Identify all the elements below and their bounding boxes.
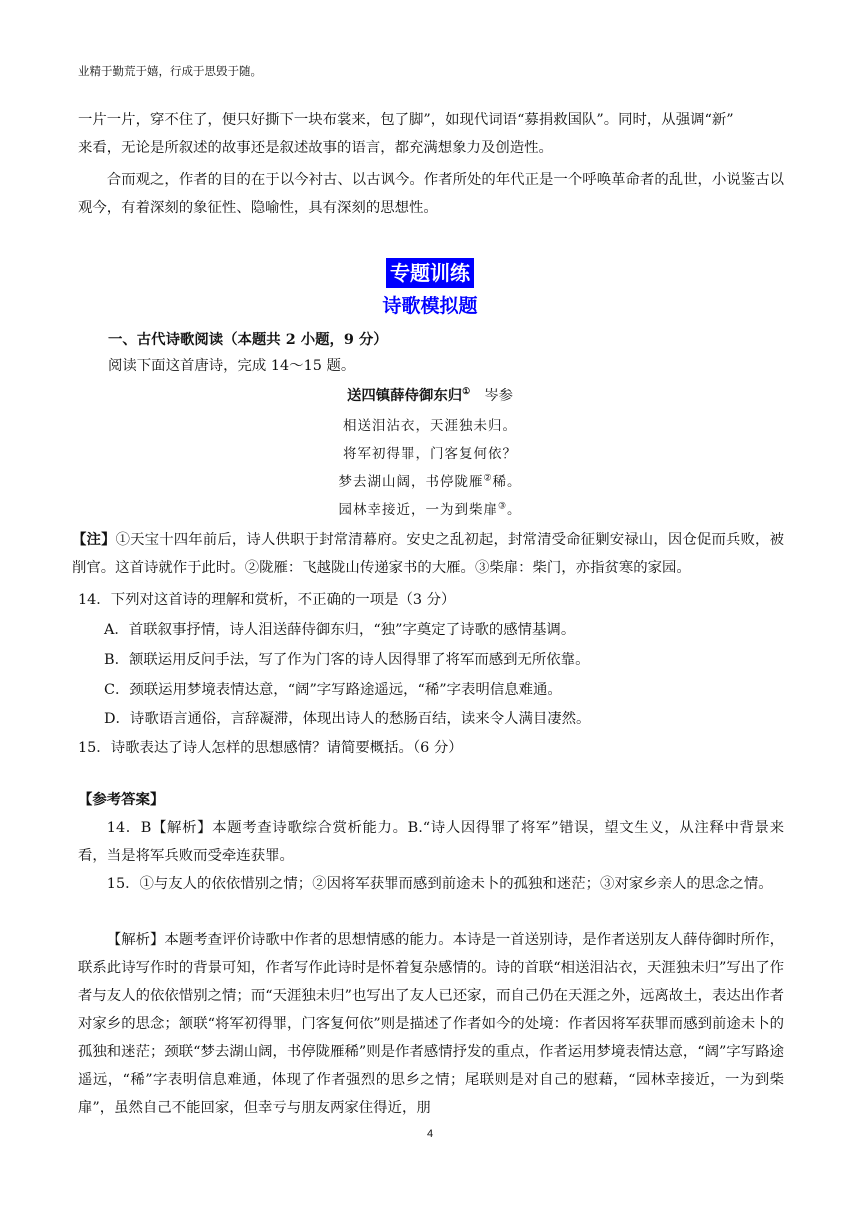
header-motto: 业精于勤荒于嬉，行成于思毁于随。 xyxy=(78,64,262,78)
poem-note xyxy=(72,526,784,582)
poem-title-note-marker: ① xyxy=(462,387,471,398)
poem-line-3 xyxy=(0,468,860,496)
poem-line-2: 将军初得罪，门客复何依？ xyxy=(343,446,517,462)
part-heading: 一、古代诗歌阅读（本题共 2 小题，9 分） xyxy=(108,331,388,348)
poem-note-label: 【注】 xyxy=(72,531,116,548)
intro-paragraph-1-line-1: 一片一片，穿不住了，便只好撕下一块布裳来，包了脚”，如现代词语“募捐救国队”。同时，从强调“新” xyxy=(78,112,734,128)
instruction: 阅读下面这首唐诗，完成 14～15 题。 xyxy=(108,358,356,374)
answer-label: 【参考答案】 xyxy=(78,791,165,808)
poem-note-text: ①天宝十四年前后，诗人供职于封常清幕府。安史之乱初起，封常清受命征剿安禄山，因仓促而兵败，被削官。这首诗就作于此时。②陇雁：飞越陇山传递家书的大雁。③柴扉：柴门，亦指贫寒的家园。 xyxy=(72,532,784,576)
poem-line-3-part-b: 稀。 xyxy=(492,474,522,490)
poem-line-4-part-a: 园林幸接近，一为到柴扉 xyxy=(338,502,498,518)
intro-paragraph-1-line-2: 来看，无论是所叙述的故事还是叙述故事的语言，都充满想象力及创造性。 xyxy=(78,140,553,156)
section-subtitle xyxy=(0,292,860,320)
poem-line-4-part-b: 。 xyxy=(507,502,522,518)
page-number: 4 xyxy=(426,1128,434,1140)
question-15-stem: 15．诗歌表达了诗人怎样的思想感情？请简要概括。（6 分） xyxy=(78,740,463,756)
poem-line-4-note-marker: ③ xyxy=(497,501,508,512)
poem-line-1: 相送泪沾衣，天涯独未归。 xyxy=(343,418,517,434)
poem-line-3-part-a: 梦去湖山阔，书停陇雁 xyxy=(338,474,484,490)
question-14-option-a: A．首联叙事抒情，诗人泪送薛侍御东归，“独”字奠定了诗歌的感情基调。 xyxy=(104,622,576,638)
question-14-option-c: C．颈联运用梦境表情达意，“阔”字写路途遥远，“稀”字表明信息难通。 xyxy=(104,682,562,698)
poem-line-3-note-marker: ② xyxy=(483,473,493,484)
question-14-stem: 14．下列对这首诗的理解和赏析，不正确的一项是（3 分） xyxy=(78,592,456,608)
intro-paragraph-2: 合而观之，作者的目的在于以今衬古、以古讽今。作者所处的年代正是一个呼唤革命者的乱世，小说鉴古以观今，有着深刻的象征性、隐喻性，具有深刻的思想性。 xyxy=(78,172,784,216)
question-14-option-d: D．诗歌语言通俗，言辞凝滞，体现出诗人的愁肠百结，读来令人满目凄然。 xyxy=(104,711,591,727)
poem-line-4 xyxy=(0,496,860,524)
answer-14: 14．B【解析】本题考查诗歌综合赏析能力。B.“诗人因得罪了将军”错误，望文生义，从注释中背景来看，当是将军兵败而受牵连获罪。 xyxy=(78,820,784,864)
answer-15: 15．①与友人的依依惜别之情；②因将军获罪而感到前途未卜的孤独和迷茫；③对家乡亲人的思念之情。 xyxy=(106,876,773,892)
answer-analysis: 【解析】本题考查评价诗歌中作者的思想情感的能力。本诗是一首送别诗，是作者送别友人薛侍御时所作，联系此诗写作时的背景可知，作者写作此诗时是怀着复杂感情的。诗的首联“相送泪沾衣，天涯独未归”写出了作者与友人的依依惜别之情；而“天涯独未归”也写出了友人已还家，而自己仍在天涯之外，远离故土，表达出作者对家乡的思念；颔联“将军初得罪，门客复何依”则是描述了作者如今的处境：作者因将军获罪而感到前途未卜的孤独和迷茫；颈联“梦去湖山阔，书停陇雁稀”则是作者感情抒发的重点，作者运用梦境表情达意，“阔”字写路途遥远，“稀”字表明信息难通，体现了作者强烈的思乡之情；尾联则是对自己的慰藉，“园林幸接近，一为到柴扉”，虽然自己不能回家，但幸亏与朋友两家住得近，朋 xyxy=(78,932,784,1116)
section-title-text: 专题训练 xyxy=(386,258,474,288)
poem-title-text: 送四镇薛侍御东归 xyxy=(346,387,463,404)
section-title xyxy=(0,258,860,288)
question-14-option-b: B．颔联运用反问手法，写了作为门客的诗人因得罪了将军而感到无所依靠。 xyxy=(104,652,590,668)
poem-title xyxy=(0,382,860,410)
poem-author: 岑参 xyxy=(484,388,513,404)
section-subtitle-text: 诗歌模拟题 xyxy=(382,295,478,317)
